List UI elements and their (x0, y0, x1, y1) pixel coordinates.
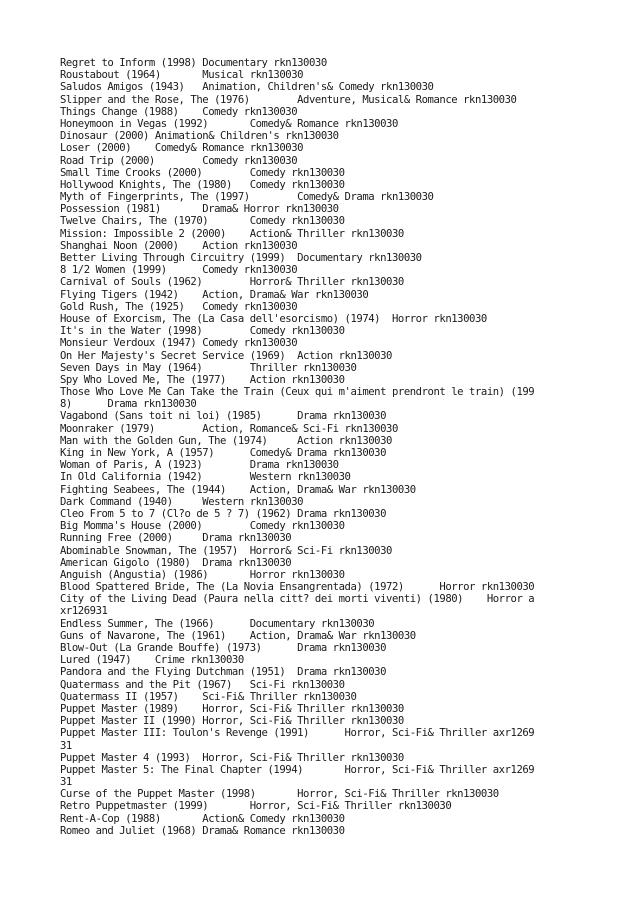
text-line: Moonraker (1979) Action, Romance& Sci-Fi rkn130030 (60, 422, 398, 435)
text-line: Cleo From 5 to 7 (Cl?o de 5 ? 7) (1962) Drama rkn130030 (60, 507, 387, 520)
text-line: Retro Puppetmaster (1999) Horror, Sci-Fi& Thriller rkn130030 (60, 800, 452, 813)
text-line: House of Exorcism, The (La Casa dell'esorcismo) (1974) Horror rkn130030 (60, 312, 487, 325)
text-line: Quatermass and the Pit (1967) Sci-Fi rkn130030 (60, 678, 345, 691)
text-line: Hollywood Knights, The (1980) Comedy rkn130030 (60, 178, 345, 191)
text-line: Big Momma's House (2000) Comedy rkn130030 (60, 520, 345, 533)
text-line: Regret to Inform (1998) Documentary rkn130030 (60, 57, 327, 69)
text-line: Flying Tigers (1942) Action, Drama& War rkn130030 (60, 288, 369, 301)
text-line: Pandora and the Flying Dutchman (1951) Drama rkn130030 (60, 666, 387, 679)
text-line: Loser (2000) Comedy& Romance rkn130030 (60, 142, 304, 155)
text-line: Slipper and the Rose, The (1976) Adventure, Musical& Romance rkn130030 (60, 93, 517, 106)
text-line: Spy Who Loved Me, The (1977) Action rkn130030 (60, 373, 345, 386)
text-line: 8) Drama rkn130030 (60, 398, 197, 411)
text-line: In Old California (1942) Western rkn130030 (60, 471, 351, 484)
text-line: Lured (1947) Crime rkn130030 (60, 654, 244, 667)
text-line: Puppet Master 4 (1993) Horror, Sci-Fi& Thriller rkn130030 (60, 751, 404, 764)
text-line: It's in the Water (1998) Comedy rkn130030 (60, 325, 345, 338)
text-line: Saludos Amigos (1943) Animation, Children's& Comedy rkn130030 (60, 81, 434, 94)
text-line: Puppet Master III: Toulon's Revenge (1991) Horror, Sci-Fi& Thriller axr1269 (60, 727, 535, 740)
text-line: Woman of Paris, A (1923) Drama rkn130030 (60, 459, 339, 472)
text-line: Rent-A-Cop (1988) Action& Comedy rkn130030 (60, 812, 345, 825)
text-line: Dark Command (1940) Western rkn130030 (60, 495, 304, 508)
text-line: Guns of Navarone, The (1961) Action, Drama& War rkn130030 (60, 629, 416, 642)
text-line: 8 1/2 Women (1999) Comedy rkn130030 (60, 264, 298, 277)
text-line: Blood Spattered Bride, The (La Novia Ensangrentada) (1972) Horror rkn130030 (60, 581, 535, 594)
text-line: 31 (60, 776, 72, 789)
text-line: Man with the Golden Gun, The (1974) Action rkn130030 (60, 434, 392, 447)
text-line: American Gigolo (1980) Drama rkn130030 (60, 556, 292, 569)
text-line: Abominable Snowman, The (1957) Horror& Sci-Fi rkn130030 (60, 544, 392, 557)
text-line: Puppet Master (1989) Horror, Sci-Fi& Thriller rkn130030 (60, 702, 404, 715)
text-line: Puppet Master II (1990) Horror, Sci-Fi& Thriller rkn130030 (60, 715, 404, 728)
text-line: Gold Rush, The (1925) Comedy rkn130030 (60, 300, 298, 313)
text-line: Honeymoon in Vegas (1992) Comedy& Romance rkn130030 (60, 117, 398, 130)
text-line: Anguish (Angustia) (1986) Horror rkn130030 (60, 568, 345, 581)
text-line: Small Time Crooks (2000) Comedy rkn130030 (60, 166, 345, 179)
text-line: Those Who Love Me Can Take the Train (Ceux qui m'aiment prendront le train) (199 (60, 386, 535, 399)
text-line: On Her Majesty's Secret Service (1969) Action rkn130030 (60, 349, 392, 362)
text-line: Dinosaur (2000) Animation& Children's rkn130030 (60, 130, 339, 143)
text-line: Twelve Chairs, The (1970) Comedy rkn130030 (60, 215, 345, 228)
text-line: Roustabout (1964) Musical rkn130030 (60, 69, 304, 82)
text-line: Quatermass II (1957) Sci-Fi& Thriller rkn130030 (60, 690, 357, 703)
text-line: Running Free (2000) Drama rkn130030 (60, 532, 292, 545)
text-line: Carnival of Souls (1962) Horror& Thriller rkn130030 (60, 276, 404, 289)
text-line: 31 (60, 739, 72, 752)
text-line: Puppet Master 5: The Final Chapter (1994) Horror, Sci-Fi& Thriller axr1269 (60, 763, 535, 776)
text-line: Curse of the Puppet Master (1998) Horror, Sci-Fi& Thriller rkn130030 (60, 788, 499, 801)
text-line: Monsieur Verdoux (1947) Comedy rkn130030 (60, 337, 298, 350)
text-line: King in New York, A (1957) Comedy& Drama rkn130030 (60, 447, 387, 459)
text-line: Possession (1981) Drama& Horror rkn130030 (60, 203, 339, 216)
text-line: Myth of Fingerprints, The (1997) Comedy& Drama rkn130030 (60, 191, 434, 204)
text-line: xr126931 (60, 605, 108, 618)
text-line: Seven Days in May (1964) Thriller rkn130030 (60, 361, 357, 374)
text-line: Blow-Out (La Grande Bouffe) (1973) Drama rkn130030 (60, 642, 387, 654)
text-line: Shanghai Noon (2000) Action rkn130030 (60, 239, 298, 252)
text-line: Road Trip (2000) Comedy rkn130030 (60, 154, 298, 167)
text-line: Things Change (1988) Comedy rkn130030 (60, 105, 298, 118)
text-line: Romeo and Juliet (1968) Drama& Romance rkn130030 (60, 824, 345, 837)
document-page (60, 57, 580, 837)
text-line: Vagabond (Sans toit ni loi) (1985) Drama rkn130030 (60, 410, 387, 423)
text-line: City of the Living Dead (Paura nella citt? dei morti viventi) (1980) Horror a (60, 593, 535, 606)
text-line: Mission: Impossible 2 (2000) Action& Thriller rkn130030 (60, 227, 404, 240)
text-line: Endless Summer, The (1966) Documentary rkn130030 (60, 617, 375, 630)
text-line: Fighting Seabees, The (1944) Action, Drama& War rkn130030 (60, 483, 416, 496)
text-line: Better Living Through Circuitry (1999) Documentary rkn130030 (60, 252, 422, 264)
